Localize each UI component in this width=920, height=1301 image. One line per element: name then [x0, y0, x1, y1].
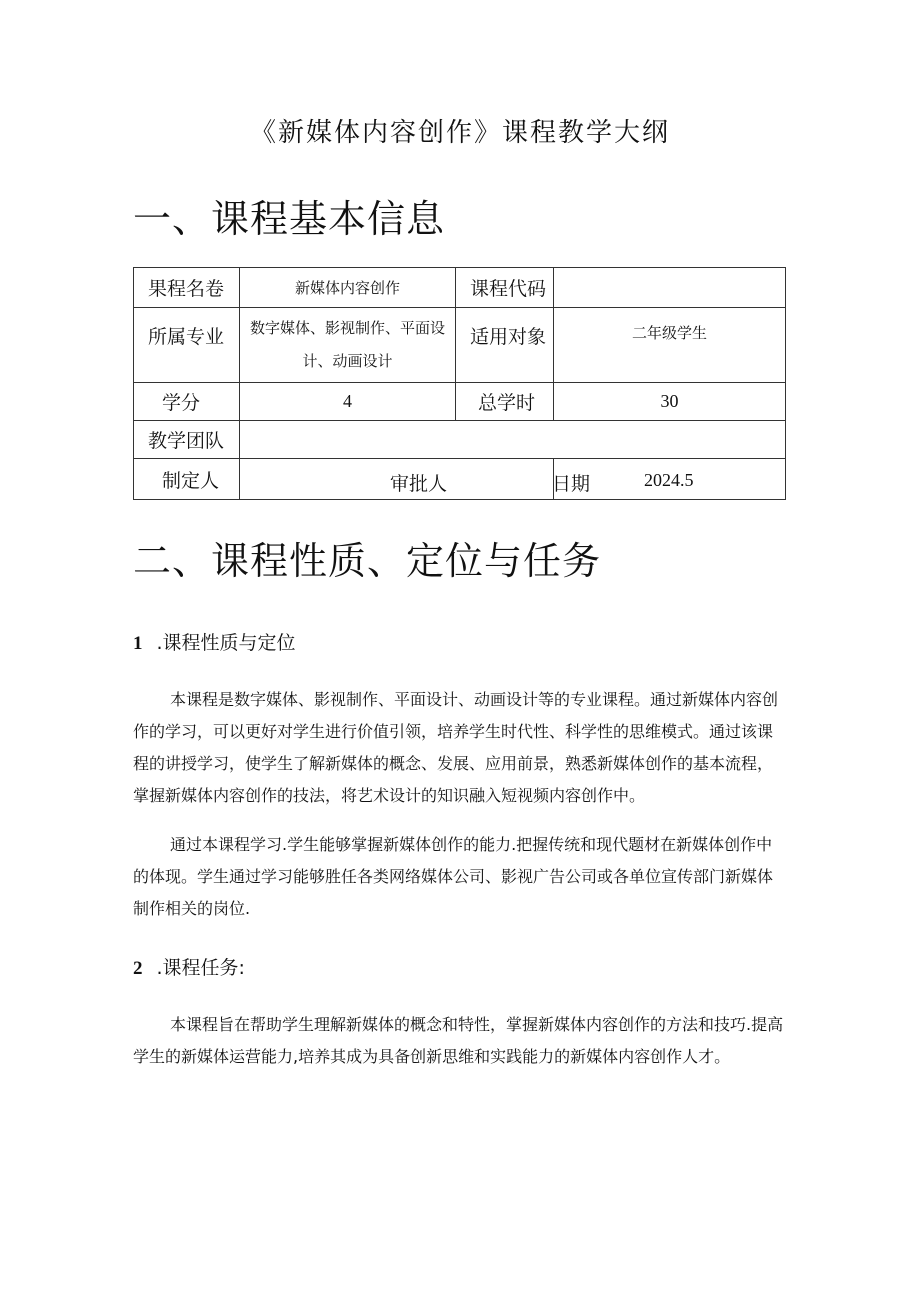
team-label: 教学团队 [134, 421, 240, 459]
table-row [134, 383, 786, 421]
approver-label: 审批人 [390, 473, 448, 495]
author-label: 制定人 [134, 459, 240, 500]
course-info-table [133, 267, 786, 500]
subsection-2-number: 2 [133, 958, 143, 979]
table-row [134, 268, 786, 308]
section-1-heading: 一、课程基本信息 [133, 197, 446, 241]
course-code-label: 课程代码 [456, 268, 554, 308]
subsection-1-heading [133, 628, 296, 655]
major-label: 所属专业 [134, 308, 240, 383]
audience-value: 二年级学生 [554, 308, 786, 383]
date-label: 日期 [552, 473, 591, 495]
document-title: 《新媒体内容创作》课程教学大纲 [249, 118, 670, 148]
approver-cell [240, 459, 554, 500]
date-value: 2024.5 [644, 470, 694, 490]
subsection-2-heading [133, 953, 245, 980]
team-value [240, 421, 786, 459]
table-row [134, 421, 786, 459]
subsection-2-title: .课程任务: [156, 957, 245, 979]
hours-value: 30 [554, 383, 786, 421]
subsection-1-title: .课程性质与定位 [156, 632, 296, 654]
course-name-label: 果程名卷 [134, 268, 240, 308]
course-name-value: 新媒体内容创作 [240, 268, 456, 308]
paragraph-course-outcome: 通过本课程学习.学生能够掌握新媒体创作的能力.把握传统和现代题材在新媒体创作中的体现。学生通过学习能够胜任各类网络媒体公司、影视广告公司或各单位宣传部门新媒体制作相关的岗位. [133, 835, 774, 918]
date-cell [554, 459, 786, 500]
audience-label: 适用对象 [456, 308, 554, 383]
subsection-1-number: 1 [133, 633, 143, 654]
paragraph-course-nature: 本课程是数字媒体、影视制作、平面设计、动画设计等的专业课程。通过新媒体内容创作的学习，可以更好对学生进行价值引领，培养学生时代性、科学性的思维模式。通过该课程的讲授学习，使学生了解新媒体的概念、发展、应用前景，熟悉新媒体创作的基本流程，掌握新媒体内容创作的技法，将艺术设计的知识融入短视频内容创作中。 [133, 690, 779, 805]
hours-label: 总学时 [456, 383, 554, 421]
credit-value: 4 [240, 383, 456, 421]
section-2-heading: 二、课程性质、定位与任务 [133, 539, 602, 583]
course-code-value [554, 268, 786, 308]
paragraph-course-tasks: 本课程旨在帮助学生理解新媒体的概念和特性，掌握新媒体内容创作的方法和技巧.提高学生的新媒体运营能力,培养其成为具备创新思维和实践能力的新媒体内容创作人才。 [133, 1015, 784, 1066]
credit-label: 学分 [134, 383, 240, 421]
major-value: 数字媒体、影视制作、平面设计、动画设计 [240, 308, 456, 383]
table-row [134, 308, 786, 383]
table-row [134, 459, 786, 500]
